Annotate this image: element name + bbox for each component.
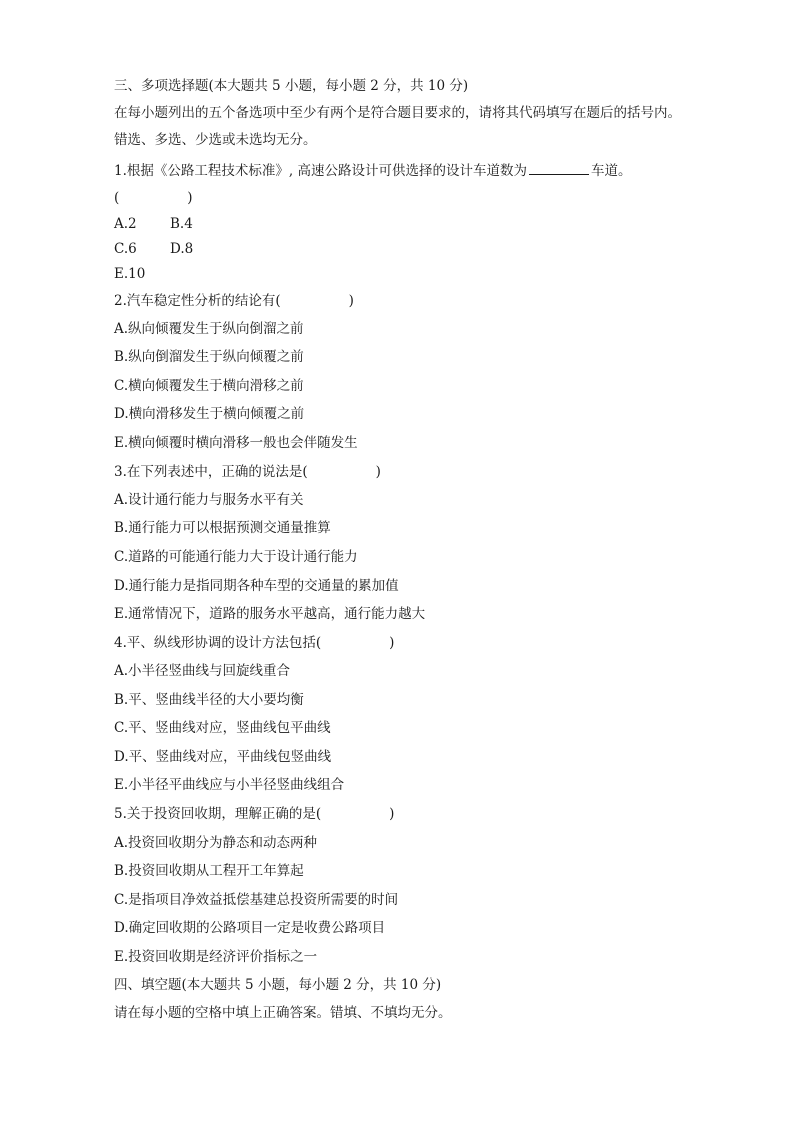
q4-paren-close: ) [389, 635, 395, 651]
section4-heading: 四、填空题(本大题共 5 小题，每小题 2 分，共 10 分) [114, 977, 442, 993]
q1-paren-open: ( [114, 190, 120, 206]
q1-stem-before: 1.根据《公路工程技术标准》, 高速公路设计可供选择的设计车道数为 [114, 163, 527, 179]
q5-option-e: E.投资回收期是经济评价指标之一 [114, 949, 318, 965]
section3-instruction-2: 错选、多选、少选或未选均无分。 [114, 132, 317, 148]
q2-option-c: C.横向倾覆发生于横向滑移之前 [114, 378, 304, 394]
q1-paren-close: ) [187, 190, 193, 206]
q5-paren-close: ) [389, 806, 395, 822]
q3-option-b: B.通行能力可以根据预测交通量推算 [114, 520, 331, 536]
q3-option-d: D.通行能力是指同期各种车型的交通量的累加值 [114, 578, 399, 594]
q2-option-e: E.横向倾覆时横向滑移一般也会伴随发生 [114, 435, 358, 451]
q5-option-a: A.投资回收期分为静态和动态两种 [114, 835, 318, 851]
q4-stem-text: 4.平、纵线形协调的设计方法包括( [114, 635, 322, 651]
q5-stem [114, 805, 394, 823]
q1-option-c: C.6 [114, 241, 137, 257]
q1-stem [114, 161, 631, 180]
section3-heading: 三、多项选择题(本大题共 5 小题，每小题 2 分，共 10 分) [114, 78, 469, 94]
q5-stem-text: 5.关于投资回收期，理解正确的是( [114, 806, 322, 822]
q2-option-a: A.纵向倾覆发生于纵向倒溜之前 [114, 321, 304, 337]
q4-option-d: D.平、竖曲线对应，平曲线包竖曲线 [114, 749, 332, 765]
q5-option-b: B.投资回收期从工程开工年算起 [114, 863, 304, 879]
q4-stem [114, 634, 394, 652]
q4-option-e: E.小半径平曲线应与小半径竖曲线组合 [114, 777, 345, 793]
q3-stem-text: 3.在下列表述中，正确的说法是( [114, 464, 308, 480]
q2-stem-text: 2.汽车稳定性分析的结论有( [114, 293, 281, 309]
q1-option-e: E.10 [114, 266, 146, 282]
q1-option-d: D.8 [170, 241, 194, 257]
q3-option-a: A.设计通行能力与服务水平有关 [114, 492, 304, 508]
q4-option-a: A.小半径竖曲线与回旋线重合 [114, 663, 291, 679]
q1-answer-parentheses [114, 189, 193, 207]
q4-option-c: C.平、竖曲线对应，竖曲线包平曲线 [114, 720, 331, 736]
q1-options-row-1 [114, 215, 193, 233]
q1-option-b: B.4 [170, 216, 193, 232]
q1-option-a: A.2 [114, 216, 137, 232]
q3-option-e: E.通常情况下，道路的服务水平越高，通行能力越大 [114, 606, 426, 622]
section3-instruction-1: 在每小题列出的五个备选项中至少有两个是符合题目要求的，请将其代码填写在题后的括号内。 [114, 105, 681, 121]
q4-option-b: B.平、竖曲线半径的大小要均衡 [114, 692, 304, 708]
q1-fill-blank [529, 161, 589, 175]
q1-stem-after: 车道。 [590, 163, 632, 179]
q2-paren-close: ) [348, 293, 354, 309]
q5-option-c: C.是指项目净效益抵偿基建总投资所需要的时间 [114, 892, 399, 908]
q2-stem [114, 292, 354, 310]
q5-option-d: D.确定回收期的公路项目一定是收费公路项目 [114, 920, 386, 936]
q2-option-b: B.纵向倒溜发生于纵向倾覆之前 [114, 349, 304, 365]
section4-instruction: 请在每小题的空格中填上正确答案。错填、不填均无分。 [114, 1005, 452, 1021]
q3-paren-close: ) [375, 464, 381, 480]
q1-options-row-2 [114, 240, 193, 258]
q2-option-d: D.横向滑移发生于横向倾覆之前 [114, 406, 305, 422]
q3-option-c: C.道路的可能通行能力大于设计通行能力 [114, 549, 358, 565]
q3-stem [114, 463, 381, 481]
